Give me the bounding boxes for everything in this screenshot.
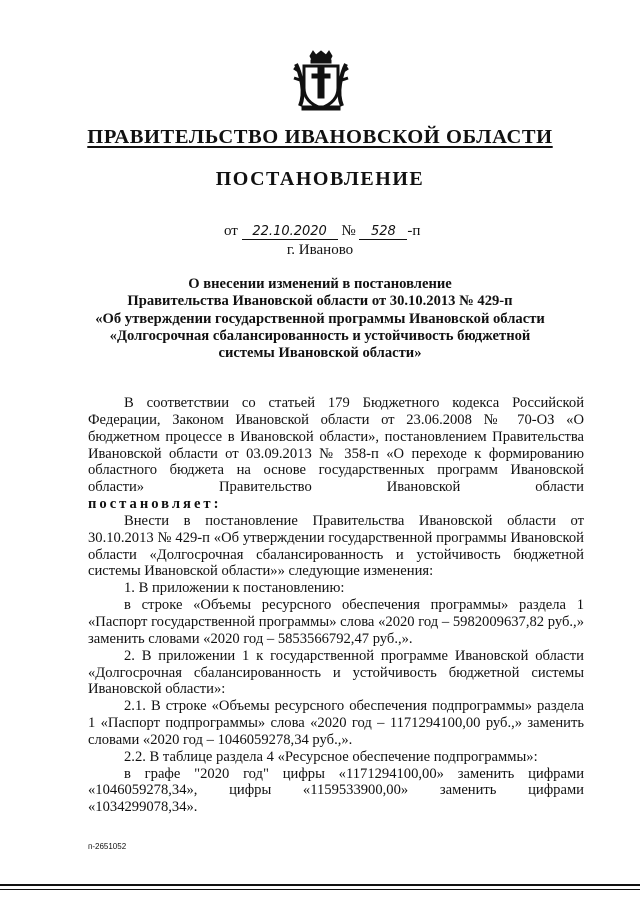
date-number-line <box>224 223 420 240</box>
document-type: ПОСТАНОВЛЕНИЕ <box>215 168 425 190</box>
title-line: «Долгосрочная сбалансированность и устойчивость бюджетной <box>109 327 531 344</box>
city: г. Иваново <box>286 242 354 258</box>
main-paragraph: Внести в постановление Правительства Ивановской области от 30.10.2013 № 429-п «Об утверждении государственной программы Ивановской области «Долгосрочная сбалансированность и устойчивость бюджетной системы Ивановской области»» следующие изменения: <box>88 512 584 580</box>
title-line: Правительства Ивановской области от 30.10.2013 № 429-п <box>127 293 513 310</box>
intro-paragraph: В соответствии со статьей 179 Бюджетного кодекса Российской Федерации, Законом Ивановской области от 23.06.2008 № 70-ОЗ «О бюджетном процессе в Ивановской области», постановлением Правительства Ивановской области от 03.09.2013 № 358-п «О переходе к формированию областного бюджета на основе государственных программ Ивановской области» Правительство Ивановской области <box>88 395 584 496</box>
handwritten-number: 528 <box>359 224 407 240</box>
date-prefix: от <box>224 223 238 239</box>
document-code: п-2651052 <box>88 842 127 851</box>
item-2-2-heading: 2.2. В таблице раздела 4 «Ресурсное обеспечение подпрограммы»: <box>124 748 538 765</box>
title-line: О внесении изменений в постановление <box>188 276 452 292</box>
item-2-1-text: 2.1. В строке «Объемы ресурсного обеспечения подпрограммы» раздела 1 «Паспорт подпрограммы» слова «2020 год – 1171294100,00 руб.,» заменить словами «2020 год – 1046059278,34 руб.,». <box>88 698 584 748</box>
ivanovo-coat-of-arms-icon <box>292 50 350 112</box>
item-1-text: в строке «Объемы ресурсного обеспечения программы» раздела 1 «Паспорт государственной программы» слова «2020 год – 5982009637,82 руб.,» заменить словами «2020 год – 5853566792,47 руб.,». <box>88 597 584 647</box>
decree-word: постановляет: <box>88 496 222 513</box>
organization-name: ПРАВИТЕЛЬСТВО ИВАНОВСКОЙ ОБЛАСТИ <box>87 126 553 148</box>
title-line: системы Ивановской области» <box>218 345 422 362</box>
title-line: «Об утверждении государственной программы Ивановской области <box>95 310 545 327</box>
handwritten-date: 22.10.2020 <box>242 224 338 240</box>
footer-divider <box>0 884 640 886</box>
item-2-heading: 2. В приложении 1 к государственной программе Ивановской области «Долгосрочная сбалансированность и устойчивость бюджетной системы Ивановской области»: <box>88 647 584 698</box>
document-body <box>88 395 584 816</box>
number-suffix: -п <box>407 223 421 239</box>
footer-divider-thin <box>0 889 640 890</box>
document-title <box>60 276 580 362</box>
item-2-2-text: в графе "2020 год" цифры «1171294100,00» заменить цифрами «1046059278,34», цифры «1159533900,00» заменить цифрами «1034299078,34». <box>88 765 584 816</box>
number-prefix: № <box>341 223 356 239</box>
item-1-heading: 1. В приложении к постановлению: <box>124 580 345 597</box>
